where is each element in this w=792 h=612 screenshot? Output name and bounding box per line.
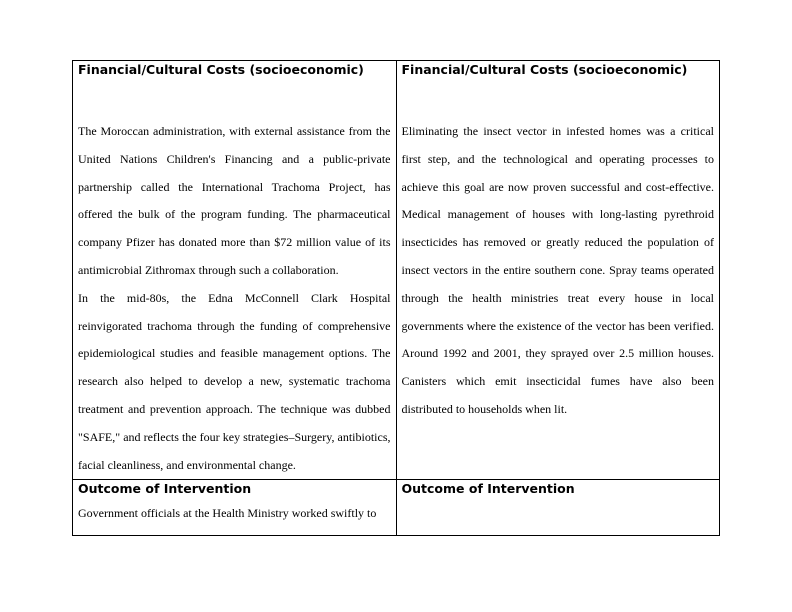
left-cell-outcome [73,480,397,536]
right-cell-heading: Financial/Cultural Costs (socioeconomic) [401,62,688,77]
right-cell-outcome [396,480,720,536]
table-row [73,61,720,480]
left-outcome-heading: Outcome of Intervention [78,481,252,497]
right-cell-financial [396,61,720,480]
left-paragraph-2: In the mid-80s, the Edna McConnell Clark Hospital reinvigorated trachoma through the funding of comprehensive epidemiological studies and feasible management options. The research also helped to develop a new, systematic trachoma treatment and prevention approach. The technique was dubbed "SAFE," and reflects the four key strategies–Surgery, antibiotics, facial cleanliness, and environmental change. [78,290,391,472]
table-row [73,480,720,536]
left-cell-heading: Financial/Cultural Costs (socioeconomic) [78,62,364,77]
right-outcome-heading: Outcome of Intervention [401,481,575,497]
left-outcome-text: Government officials at the Health Ministry worked swiftly to [78,506,377,521]
left-paragraph-1: The Moroccan administration, with external assistance from the United Nations Children's Financing and a public-private partnership called the International Trachoma Project, has offered the bulk of the program funding. The pharmaceutical company Pfizer has donated more than $72 million value of its antimicrobial Zithromax through such a collaboration. [78,124,391,277]
document-table [72,60,720,536]
left-cell-financial [73,61,397,480]
right-paragraph-1: Eliminating the insect vector in infested homes was a critical first step, and the technological and operating processes to achieve this goal are now proven successful and cost-effective. Medical management of houses with long-lasting pyrethroid insecticides has removed or greatly reduced the population of insect vectors in the entire southern cone. Spray teams operated through the health ministries treat every house in local governments where the existence of the vector has been verified. Around 1992 and 2001, they sprayed over 2.5 million houses. Canisters which emit insecticidal fumes have also been distributed to households when lit. [401,124,714,416]
